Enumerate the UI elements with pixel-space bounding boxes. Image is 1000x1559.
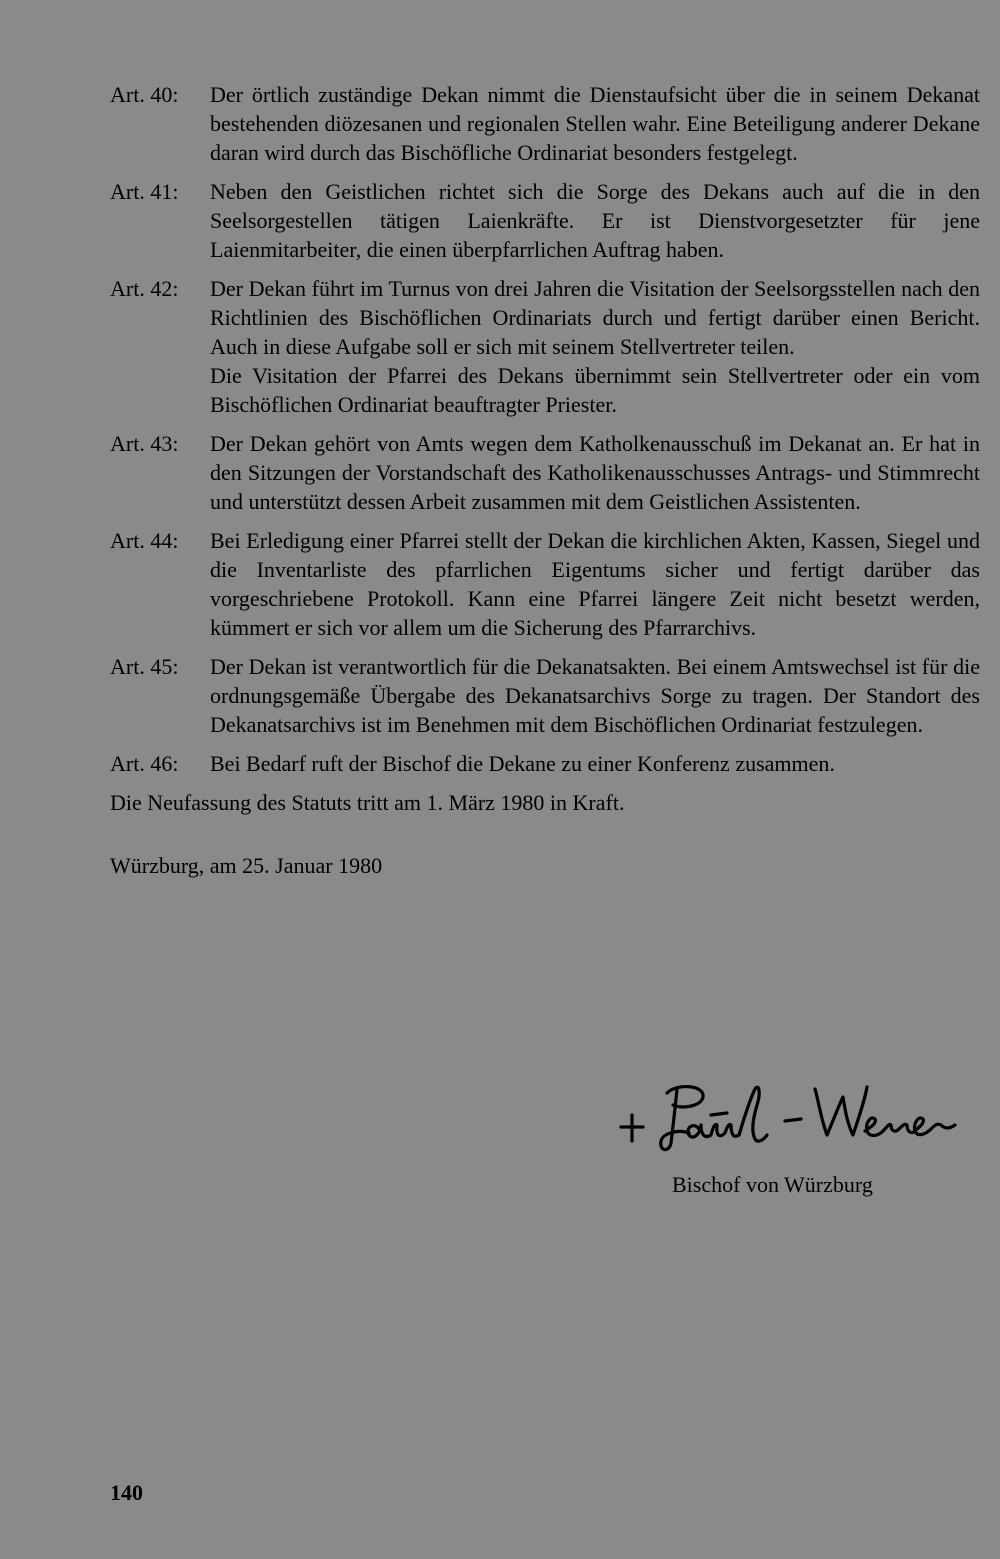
article-label: Art. 45: [110, 654, 179, 679]
page-number: 140 [110, 1480, 143, 1505]
article-text [210, 652, 980, 739]
article-text [210, 749, 980, 778]
article-44 [110, 526, 980, 642]
paragraph: Neben den Geistlichen richtet sich die Sorge des Dekans auch auf die in den Seelsorgestellen tätigen Laienkräfte. Er ist Dienstvorgesetzter für jene Laienmitarbeiter, die einen überpfarrlichen Auftrag haben. [210, 179, 980, 262]
paragraph: Bei Erledigung einer Pfarrei stellt der Dekan die kirchlichen Akten, Kassen, Siegel und die Inventarliste des pfarrlichen Eigentums sicher und fertigt darüber das vorgeschriebene Protokoll. Kann eine Pfarrei längere Zeit nicht besetzt werden, kümmert er sich vor allem um die Sicherung des Pfarrarchivs. [210, 528, 980, 640]
paragraph: Der örtlich zuständige Dekan nimmt die Dienstaufsicht über die in seinem Dekanat bestehenden diözesanen und regionalen Stellen wahr. Eine Beteiligung anderer Dekane daran wird durch das Bischöfliche Ordinariat besonders festgelegt. [210, 82, 980, 165]
paragraph: Der Dekan führt im Turnus von drei Jahren die Visitation der Seelsorgsstellen nach den Richtlinien des Bischöflichen Ordinariats durch und fertigt darüber einen Bericht. Auch in diese Aufgabe soll er sich mit seinem Stellvertreter teilen. [210, 276, 980, 359]
handwritten-signature [615, 1075, 965, 1165]
article-label: Art. 40: [110, 82, 179, 107]
paragraph: Bei Bedarf ruft der Bischof die Dekane zu einer Konferenz zusammen. [210, 751, 835, 776]
article-45 [110, 652, 980, 739]
closing-statement: Die Neufassung des Statuts tritt am 1. März 1980 in Kraft. [110, 790, 625, 815]
article-41 [110, 177, 980, 264]
signature-title: Bischof von Würzburg [672, 1172, 873, 1197]
paragraph: Der Dekan ist verantwortlich für die Dekanatsakten. Bei einem Amtswechsel ist für die ordnungsgemäße Übergabe des Dekanatsarchivs Sorge zu tragen. Der Standort des Dekanatsarchivs ist im Benehmen mit dem Bischöflichen Ordinariat festzulegen. [210, 654, 980, 737]
document-body [110, 80, 980, 880]
article-46 [110, 749, 980, 778]
article-text [210, 526, 980, 642]
article-42 [110, 274, 980, 419]
paragraph: Der Dekan gehört von Amts wegen dem Katholkenausschuß im Dekanat an. Er hat in den Sitzungen der Vorstandschaft des Katholikenausschusses Antrags- und Stimmrecht und unterstützt dessen Arbeit zusammen mit dem Geistlichen Assistenten. [210, 431, 980, 514]
paragraph: Die Visitation der Pfarrei des Dekans übernimmt sein Stellvertreter oder ein vom Bischöflichen Ordinariat beauftragter Priester. [210, 363, 980, 417]
place-date: Würzburg, am 25. Januar 1980 [110, 853, 383, 878]
article-text [210, 429, 980, 516]
article-40 [110, 80, 980, 167]
article-label: Art. 44: [110, 528, 179, 553]
article-label: Art. 42: [110, 276, 179, 301]
article-text [210, 177, 980, 264]
article-label: Art. 46: [110, 751, 179, 776]
article-label: Art. 43: [110, 431, 179, 456]
article-43 [110, 429, 980, 516]
article-text [210, 274, 980, 419]
article-text [210, 80, 980, 167]
article-label: Art. 41: [110, 179, 179, 204]
